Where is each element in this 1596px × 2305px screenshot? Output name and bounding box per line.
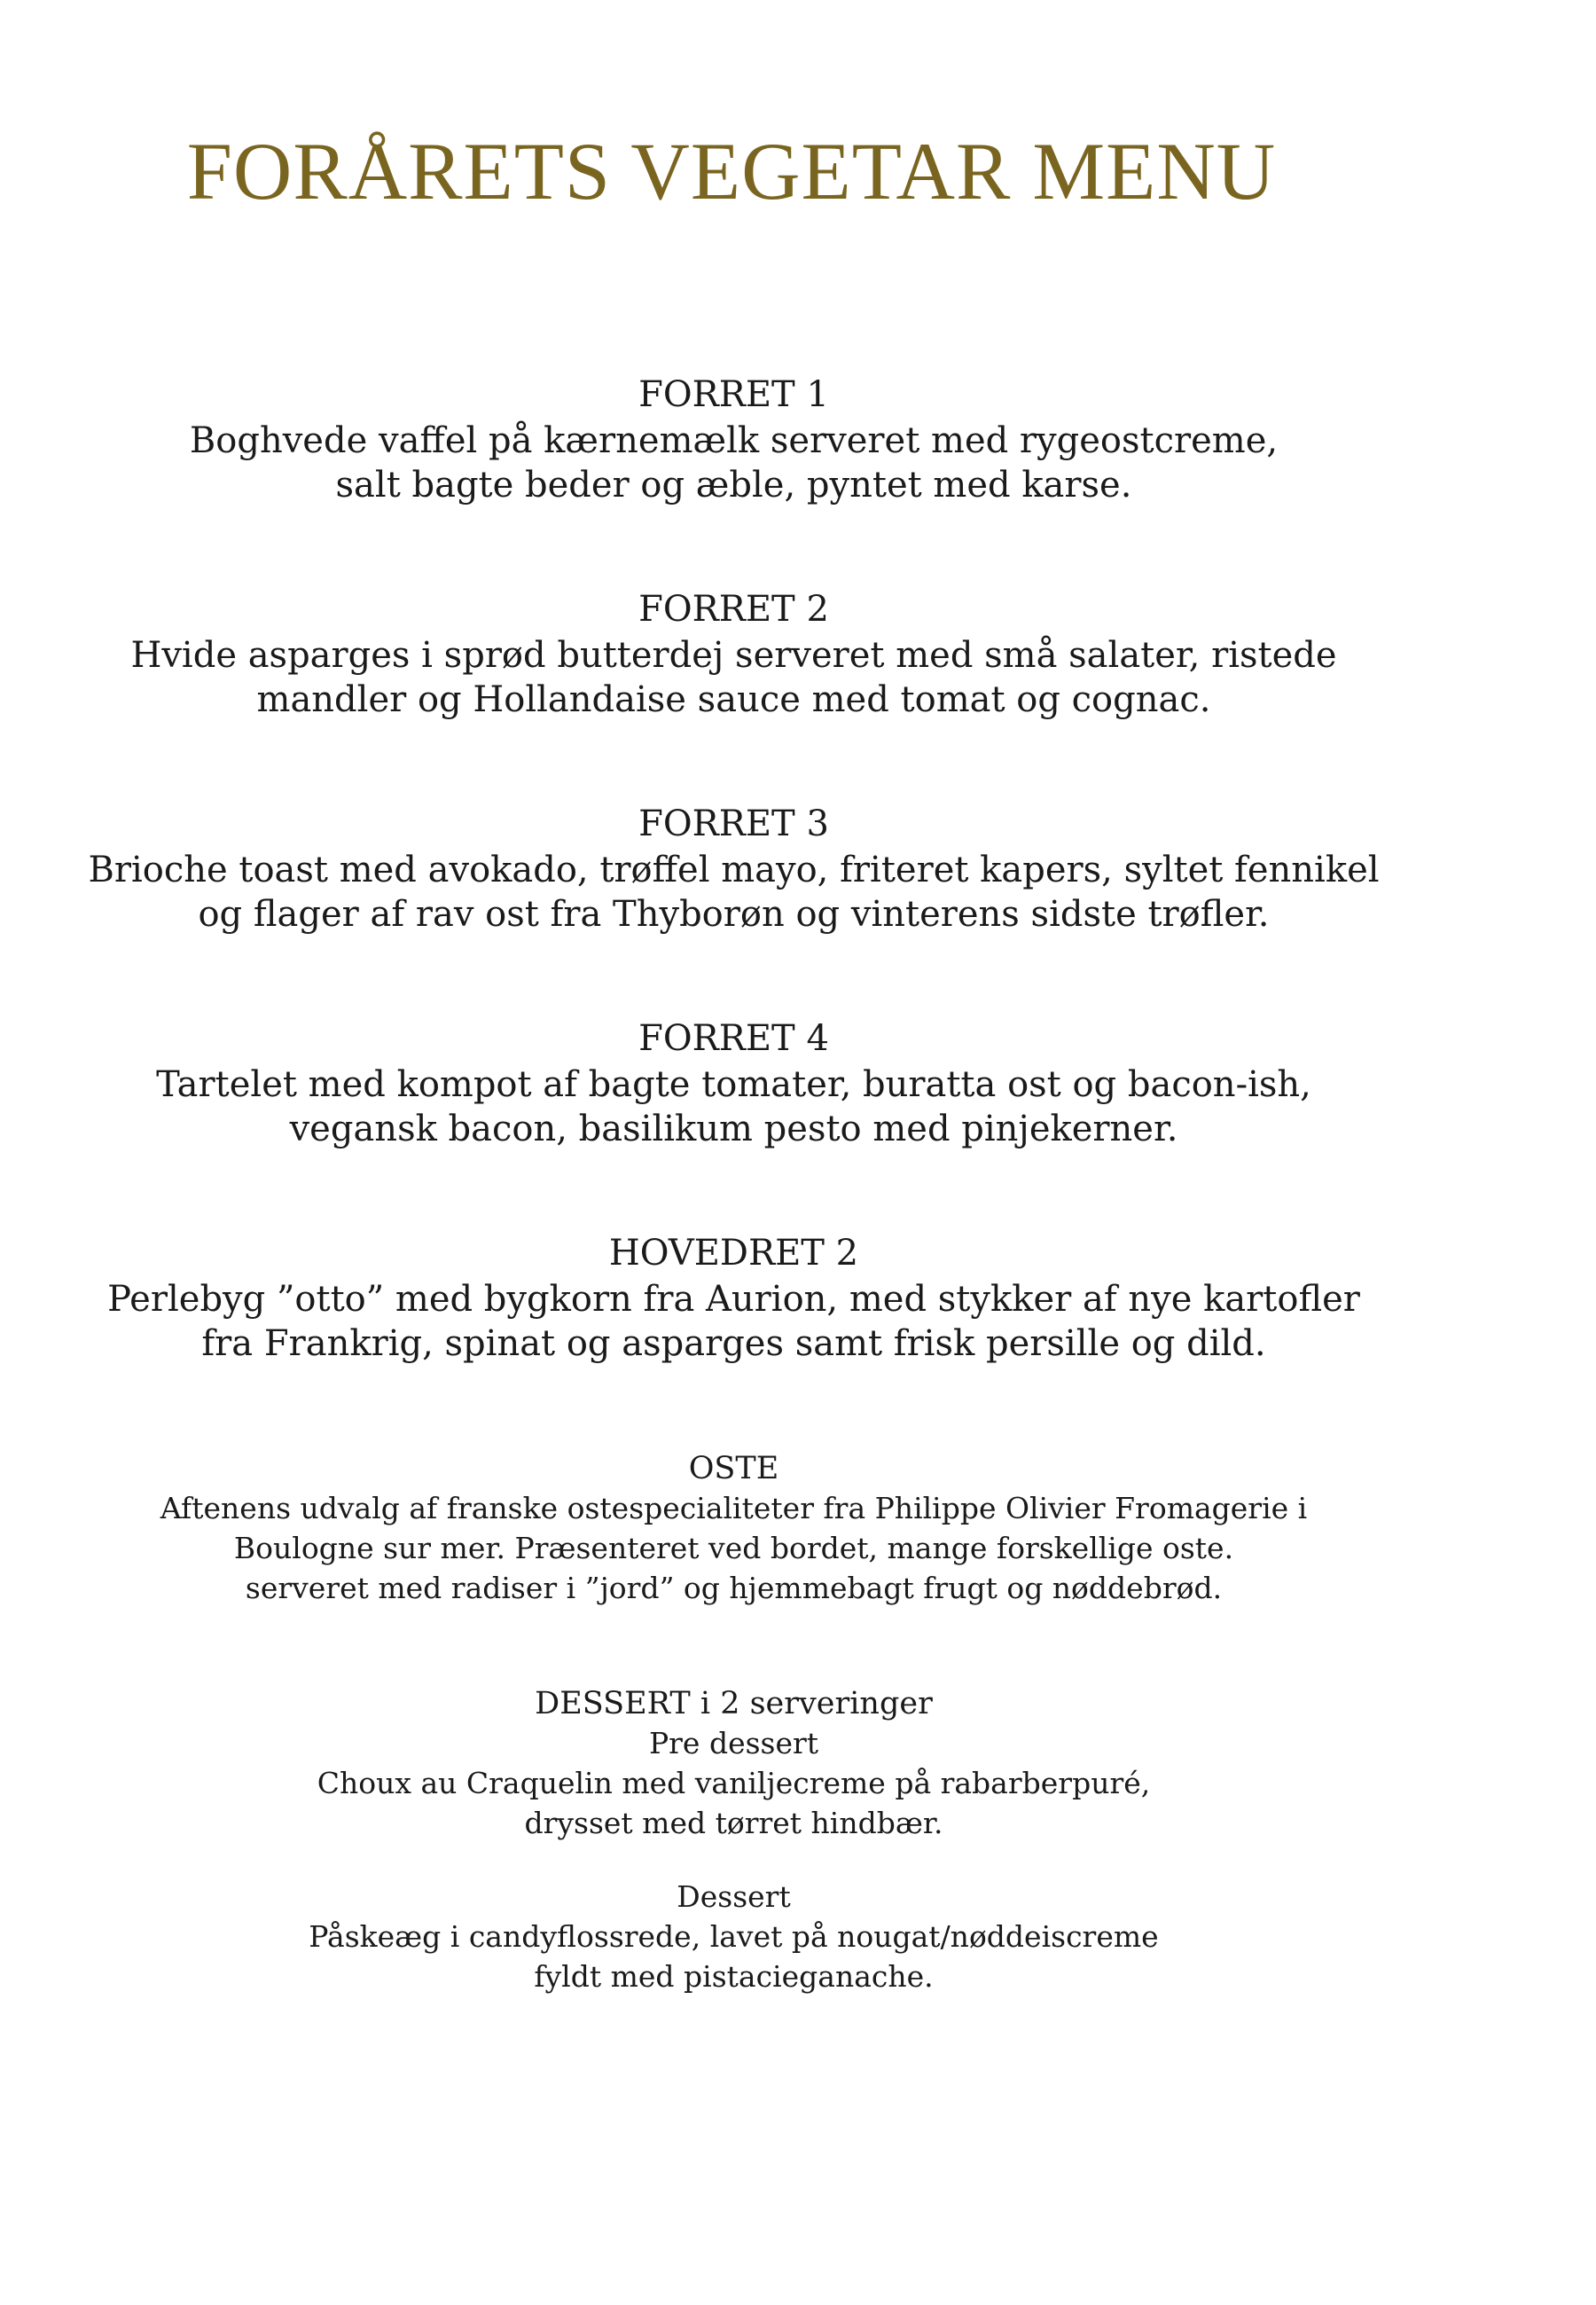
forret-2-description-line: mandler og Hollandaise sauce med tomat og cognac. <box>256 679 1211 720</box>
forret-3-heading: FORRET 3 <box>638 804 829 844</box>
dessert-spacer <box>0 1843 1467 1877</box>
oste-description-line: Boulogne sur mer. Præsenteret ved bordet, mange forskellige oste. <box>233 1531 1234 1565</box>
hovedret-2-section <box>0 1233 1467 1366</box>
forret-2-description-line: Hvide asparges i sprød butterdej serveret med små salater, ristede <box>130 635 1337 676</box>
hovedret-2-description-line: fra Frankrig, spinat og asparges samt frisk persille og dild. <box>201 1323 1266 1364</box>
forret-4-description-line: Tartelet med kompot af bagte tomater, buratta ost og bacon-ish, <box>156 1064 1311 1105</box>
oste-heading: OSTE <box>688 1451 779 1486</box>
forret-3-description-line: og flager af rav ost fra Thyborøn og vinterens sidste trøfler. <box>198 894 1270 935</box>
forret-4-section <box>0 1018 1467 1151</box>
oste-description-line: serveret med radiser i ”jord” og hjemmebagt frugt og nøddebrød. <box>245 1571 1223 1605</box>
forret-4-heading: FORRET 4 <box>638 1018 829 1059</box>
hovedret-2-heading: HOVEDRET 2 <box>608 1233 859 1274</box>
forret-1-heading: FORRET 1 <box>638 374 829 415</box>
forret-1-description-line: salt bagte beder og æble, pyntet med karse. <box>335 465 1132 506</box>
forret-4-description-line: vegansk bacon, basilikum pesto med pinjekerner. <box>289 1109 1178 1149</box>
pre-dessert-description-line: drysset med tørret hindbær. <box>524 1806 943 1840</box>
forret-1-description-line: Boghvede vaffel på kærnemælk serveret med rygeostcreme, <box>189 420 1279 461</box>
forret-3-description-line: Brioche toast med avokado, trøffel mayo, friteret kapers, syltet fennikel <box>88 850 1380 890</box>
forret-2-heading: FORRET 2 <box>638 589 829 630</box>
pre-dessert-description-line: Choux au Craquelin med vaniljecreme på rabarberpuré, <box>317 1766 1151 1800</box>
forret-3-section <box>0 804 1467 937</box>
oste-description-line: Aftenens udvalg af franske ostespecialiteter fra Philippe Olivier Fromagerie i <box>160 1491 1308 1525</box>
main-dessert-description-line: fyldt med pistacieganache. <box>534 1959 934 1994</box>
pre-dessert-label: Pre dessert <box>648 1726 819 1760</box>
oste-section <box>0 1449 1467 1608</box>
dessert-heading: DESSERT i 2 serveringer <box>535 1686 933 1721</box>
forret-2-section <box>0 589 1467 722</box>
forret-1-section <box>0 374 1467 507</box>
main-dessert-description-line: Påskeæg i candyflossrede, lavet på nougat/nøddeiscreme <box>309 1919 1159 1954</box>
dessert-section <box>0 1684 1467 1996</box>
main-dessert-label: Dessert <box>677 1879 791 1914</box>
menu-title: FORÅRETS VEGETAR MENU <box>186 126 1277 216</box>
hovedret-2-description-line: Perlebyg ”otto” med bygkorn fra Aurion, med stykker af nye kartofler <box>107 1279 1360 1320</box>
